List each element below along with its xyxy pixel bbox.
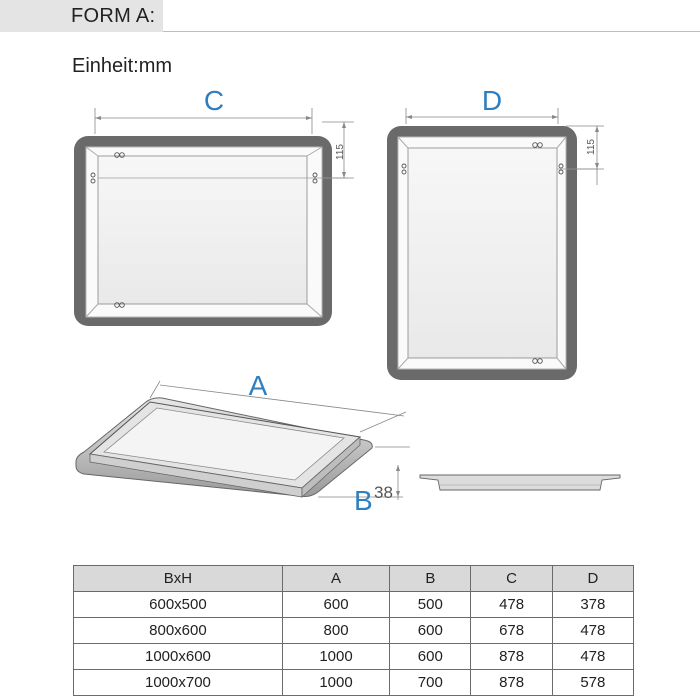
column-header-c: C (471, 566, 552, 592)
cell-size: 600x500 (74, 592, 283, 618)
cell-a: 1000 (282, 644, 389, 670)
cell-d: 478 (552, 618, 633, 644)
depth-b-value: 38 (374, 483, 393, 502)
cell-b: 700 (390, 670, 471, 696)
cell-a: 1000 (282, 670, 389, 696)
unit-label: Einheit:mm (72, 55, 173, 77)
table-row (74, 670, 634, 696)
height-c-value: 115 (335, 144, 346, 160)
table-row (74, 644, 634, 670)
frame-d-view (387, 85, 604, 380)
cell-c: 878 (471, 644, 552, 670)
cell-size: 800x600 (74, 618, 283, 644)
dimension-d-label: D (481, 85, 503, 116)
column-header-d: D (552, 566, 633, 592)
cell-d: 578 (552, 670, 633, 696)
dimension-b-label: B (354, 485, 373, 516)
cell-d: 378 (552, 592, 633, 618)
cell-b: 600 (390, 644, 471, 670)
height-d-value: 115 (586, 139, 597, 155)
page-title: FORM A: (71, 5, 156, 27)
cell-size: 1000x700 (74, 670, 283, 696)
column-header-bxh: BxH (74, 566, 283, 592)
cell-a: 800 (282, 618, 389, 644)
column-header-a: A (282, 566, 389, 592)
cell-size: 1000x600 (74, 644, 283, 670)
cell-a: 600 (282, 592, 389, 618)
cell-c: 478 (471, 592, 552, 618)
dimension-a-label: A (248, 370, 268, 401)
frame-side-profile (420, 475, 620, 490)
cell-d: 478 (552, 644, 633, 670)
frame-perspective-view (76, 370, 410, 516)
frame-c-view (74, 85, 354, 326)
table-row (74, 618, 634, 644)
table-header-row (74, 566, 634, 592)
dimension-table (73, 565, 634, 696)
dimension-c-label: C (203, 85, 225, 116)
cell-c: 878 (471, 670, 552, 696)
cell-c: 678 (471, 618, 552, 644)
cell-b: 500 (390, 592, 471, 618)
column-header-b: B (390, 566, 471, 592)
table-row (74, 592, 634, 618)
cell-b: 600 (390, 618, 471, 644)
